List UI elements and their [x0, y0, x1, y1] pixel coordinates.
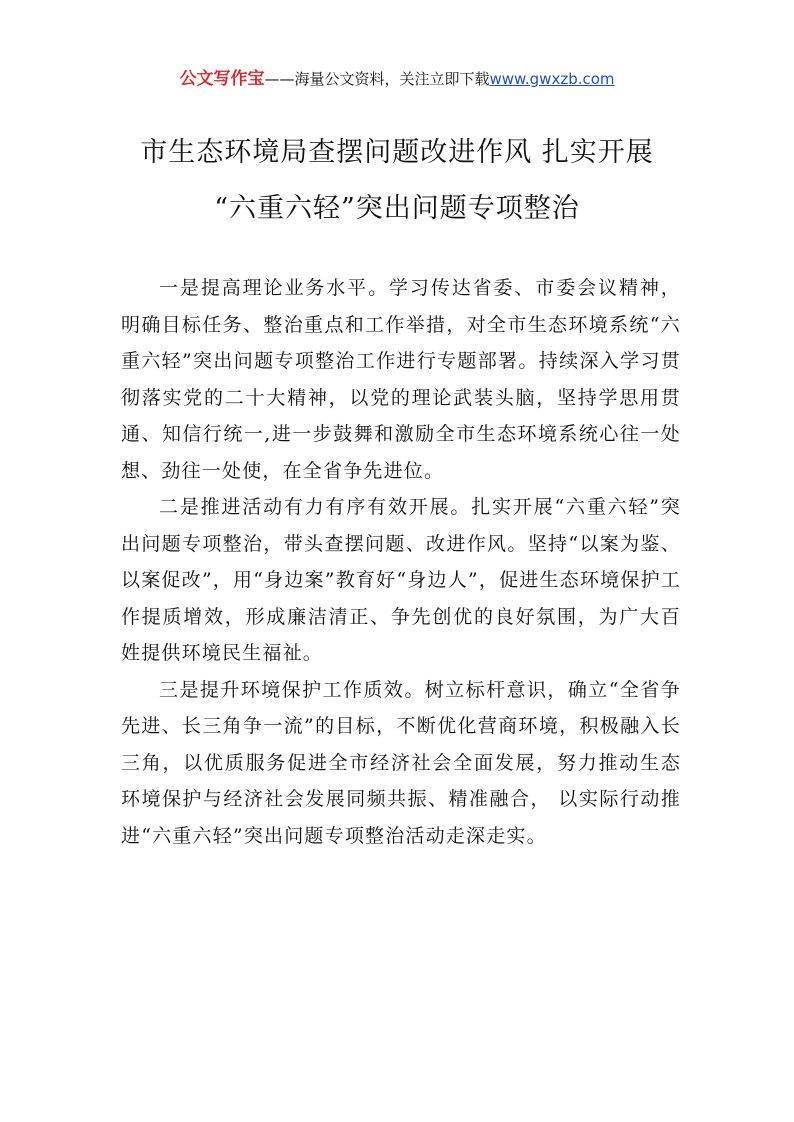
- brand-name: 公文写作宝: [179, 69, 265, 89]
- page-header: [0, 64, 794, 89]
- paragraph-2: 二是推进活动有力有序有效开展。扎实开展“六重六轻”突出问题专项整治，带头查摆问题、改进作风。坚持“以案为鉴、以案促改”，用“身边案”教育好“身边人”，促进生态环境保护工作提质增效，形成廉洁清正、争先创优的良好氛围，为广大百姓提供环境民生福祉。: [121, 496, 681, 664]
- document-title-line-2: “六重六轻”突出问题专项整治: [214, 193, 580, 224]
- document-body: [121, 270, 681, 854]
- paragraph-3: 三是提升环境保护工作质效。树立标杆意识，确立“全省争先进、长三角争一流”的目标，不断优化营商环境，积极融入长三角，以优质服务促进全市经济社会全面发展，努力推动生态环境保护与经济社会发展同频共振、精准融合， 以实际行动推进“六重六轻”突出问题专项整治活动走深走实。: [121, 678, 681, 847]
- site-link[interactable]: www.gwxzb.com: [489, 70, 615, 88]
- paragraph-1: 一是提高理论业务水平。学习传达省委、市委会议精神，明确目标任务、整治重点和工作举措，对全市生态环境系统“六重六轻”突出问题专项整治工作进行专题部署。持续深入学习贯彻落实党的二十大精神，以党的理论武装头脑，坚持学思用贯通、知信行统一,进一步鼓舞和激励全市生态环境系统心往一处想、劲往一处使，在全省争先进位。: [121, 277, 681, 482]
- document-title-line-1: 市生态环境局查摆问题改进作风 扎实开展: [140, 137, 654, 168]
- header-tagline: ——海量公文资料，关注立即下载: [264, 70, 490, 88]
